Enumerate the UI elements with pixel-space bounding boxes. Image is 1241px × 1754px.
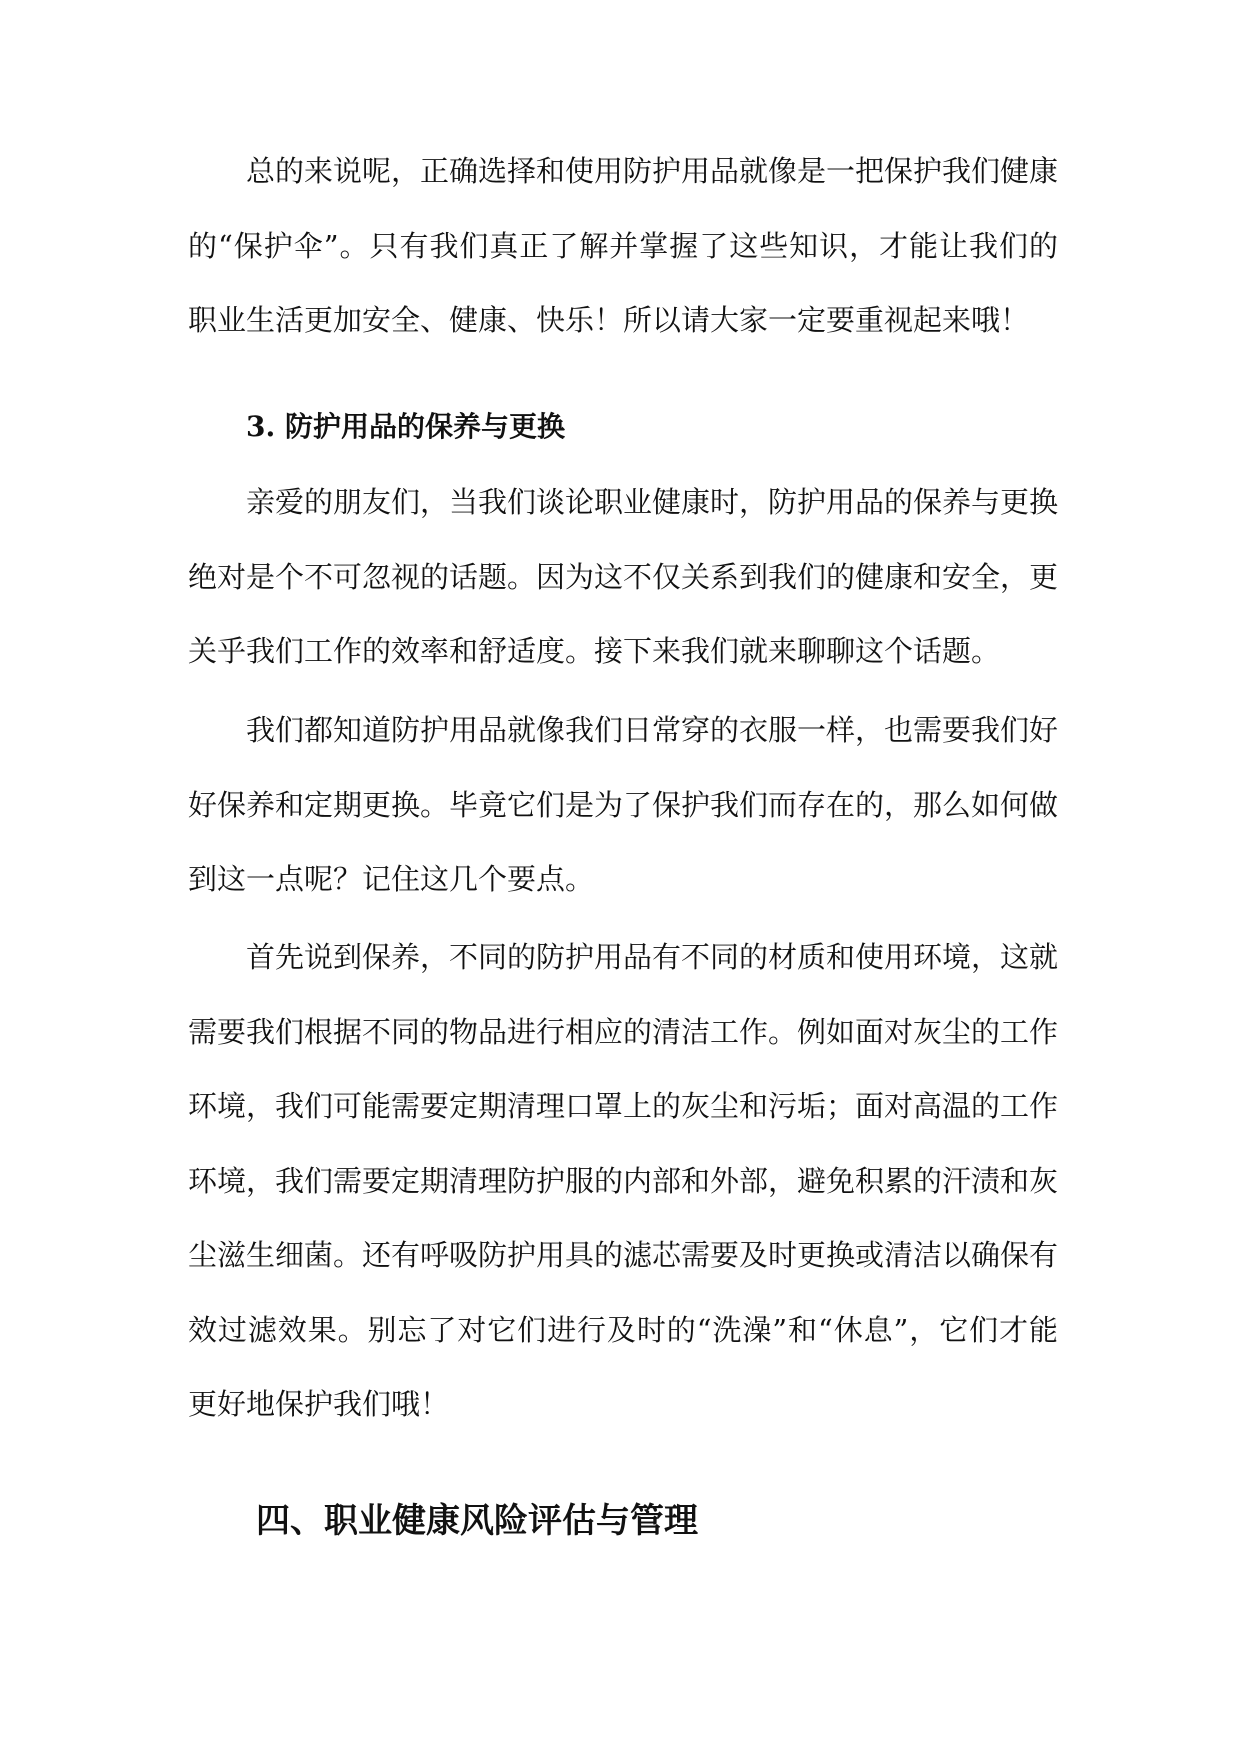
section-heading-risk-assessment: 四、职业健康风险评估与管理 <box>256 1501 698 1541</box>
paragraph-maintenance-details: 首先说到保养，不同的防护用品有不同的材质和使用环境，这就需要我们根据不同的物品进行相应的清洁工作。例如面对灰尘的工作环境，我们可能需要定期清理口罩上的灰尘和污垢；面对高温的工作环境，我们需要定期清理防护服的内部和外部，避免积累的汗渍和灰尘滋生细菌。还有呼吸防护用具的滤芯需要及时更换或清洁以确保有效过滤效果。别忘了对它们进行及时的“洗澡”和“休息”，它们才能更好地保护我们哦！ <box>188 940 1059 1421</box>
paragraph-key-points: 我们都知道防护用品就像我们日常穿的衣服一样，也需要我们好好保养和定期更换。毕竟它们是为了保护我们而存在的，那么如何做到这一点呢？记住这几个要点。 <box>188 713 1059 896</box>
subheading-maintenance: 3. 防护用品的保养与更换 <box>246 410 565 443</box>
paragraph-summary: 总的来说呢，正确选择和使用防护用品就像是一把保护我们健康的“保护伞”。只有我们真正了解并掌握了这些知识，才能让我们的职业生活更加安全、健康、快乐！所以请大家一定要重视起来哦！ <box>188 154 1059 337</box>
paragraph-intro: 亲爱的朋友们，当我们谈论职业健康时，防护用品的保养与更换绝对是个不可忽视的话题。因为这不仅关系到我们的健康和安全，更关乎我们工作的效率和舒适度。接下来我们就来聊聊这个话题。 <box>188 485 1059 668</box>
